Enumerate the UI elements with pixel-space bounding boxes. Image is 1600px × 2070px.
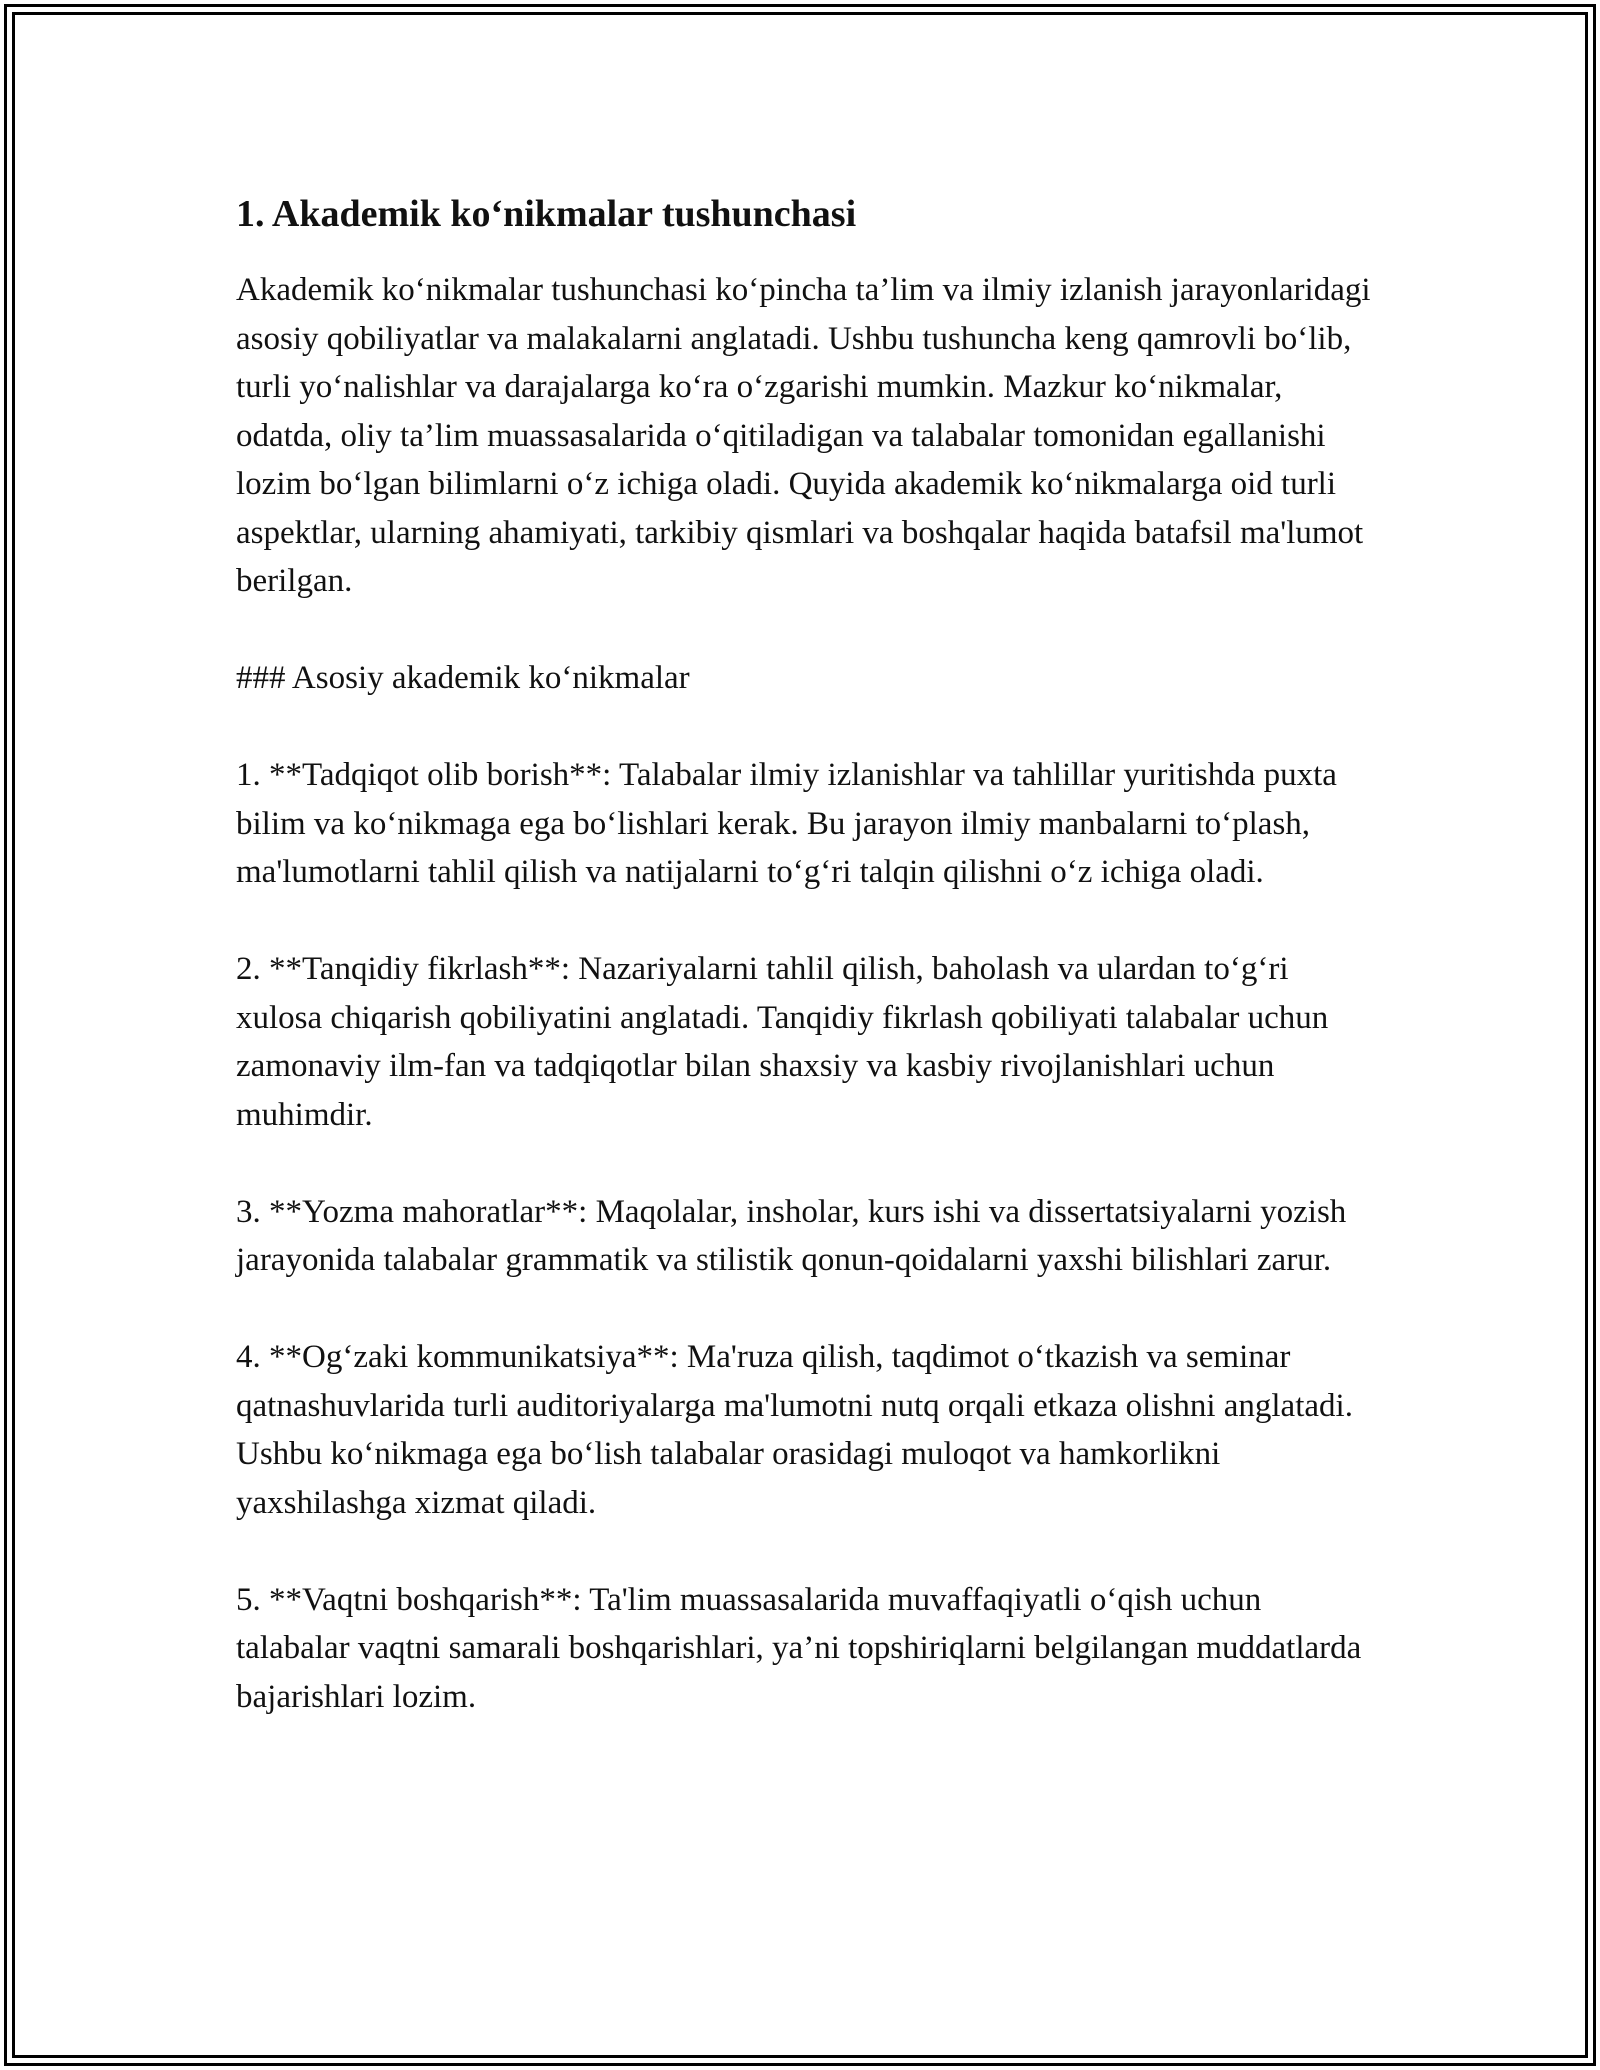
list-item-time-management: 5. **Vaqtni boshqarish**: Ta'lim muassasalarida muvaffaqiyatli o‘qish uchun talabalar vaqtni samarali boshqarishlari, ya’ni topshiriqlarni belgilangan muddatlarda bajarishlari lozim. (236, 1581, 1362, 1715)
list-item-critical-thinking: 2. **Tanqidiy fikrlash**: Nazariyalarni tahlil qilish, baholash va ulardan to‘g‘ri xulosa chiqarish qobiliyatini anglatadi. Tanqidiy fikrlash qobiliyati talabalar uchun zamonaviy ilm-fan va tadqiqotlar bilan shaxsiy va kasbiy rivojlanishlari uchun muhimdir. (236, 951, 1329, 1133)
list-item-oral-communication: 4. **Og‘zaki kommunikatsiya**: Ma'ruza qilish, taqdimot o‘tkazish va seminar qatnashuvlarida turli auditoriyalarga ma'lumotni nutq orqali etkaza olishni anglatadi. Ushbu ko‘nikmaga ega bo‘lish talabalar orasidagi muloqot va hamkorlikni yaxshilashga xizmat qiladi. (236, 1339, 1353, 1521)
list-item-writing-skills: 3. **Yozma mahoratlar**: Maqolalar, insholar, kurs ishi va dissertatsiyalarni yozish jarayonida talabalar grammatik va stilistik qonun-qoidalarni yaxshi bilishlari zarur. (236, 1193, 1347, 1278)
document-page (236, 188, 1371, 1721)
list-item-research: 1. **Tadqiqot olib borish**: Talabalar ilmiy izlanishlar va tahlillar yuritishda puxta bilim va ko‘nikmaga ega bo‘lishlari kerak. Bu jarayon ilmiy manbalarni to‘plash, ma'lumotlarni tahlil qilish va natijalarni to‘g‘ri talqin qilishni o‘z ichiga oladi. (236, 757, 1337, 890)
subheading-line: ### Asosiy akademik ko‘nikmalar (236, 660, 690, 696)
intro-paragraph: Akademik ko‘nikmalar tushunchasi ko‘pincha ta’lim va ilmiy izlanish jarayonlaridagi asosiy qobiliyatlar va malakalarni anglatadi. Ushbu tushuncha keng qamrovli bo‘lib, turli yo‘nalishlar va darajalarga ko‘ra o‘zgarishi mumkin. Mazkur ko‘nikmalar, odatda, oliy ta’lim muassasalarida o‘qitiladigan va talabalar tomonidan egallanishi lozim bo‘lgan bilimlarni o‘z ichiga oladi. Quyida akademik ko‘nikmalarga oid turli aspektlar, ularning ahamiyati, tarkibiy qismlari va boshqalar haqida batafsil ma'lumot berilgan. (236, 272, 1371, 599)
section-heading: 1. Akademik ko‘nikmalar tushunchasi (236, 193, 857, 235)
